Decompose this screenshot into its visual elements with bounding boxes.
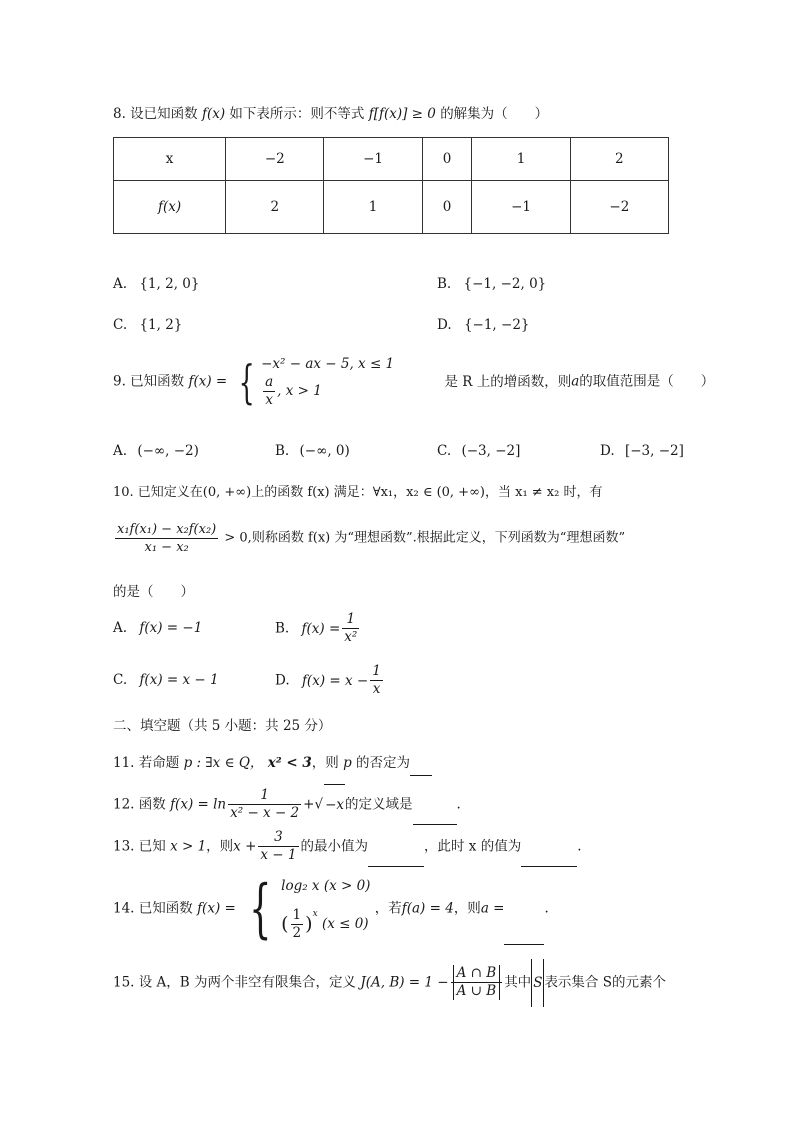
q13-mid2: 的最小值为: [300, 838, 368, 855]
q8-stem: [113, 104, 548, 124]
q9-var: a: [571, 373, 580, 390]
option-label: A.: [113, 620, 128, 636]
option-label: B.: [275, 443, 290, 459]
frac-num: 3: [258, 829, 298, 847]
q15-abs: S: [531, 959, 544, 1007]
q9-case2-cond: , x > 1: [277, 383, 322, 399]
option-label: D.: [600, 443, 615, 459]
q8-option-c[interactable]: [113, 315, 182, 335]
q14-end: .: [544, 900, 549, 917]
q10-option-d[interactable]: [275, 660, 385, 701]
q9-option-b[interactable]: [275, 441, 350, 461]
q9-option-d[interactable]: [600, 441, 684, 461]
q9-case2-num: a: [265, 374, 274, 390]
section-title: 二、填空题（共 5 小题：共 25 分）: [113, 718, 332, 734]
option-text: {1, 2}: [139, 317, 183, 333]
option-text: {1, 2, 0}: [139, 276, 200, 292]
q10-line2-rest: > 0,则称函数 f(x) 为“理想函数”.根据此定义，下列函数为“理想函数”: [224, 530, 626, 546]
q13-expr: x +: [233, 838, 257, 855]
table-cell: 2: [226, 181, 324, 234]
q15-stem: [113, 958, 666, 1007]
q11-prefix: 11. 若命题: [113, 755, 180, 771]
option-text: (−∞, −2): [137, 443, 199, 459]
frac-den: x: [372, 681, 381, 697]
option-text: {−1, −2}: [463, 317, 530, 333]
frac-num: 1: [342, 611, 359, 629]
q8-mid: 如下表所示：则不等式: [229, 106, 365, 122]
option-text: f(x) = x −: [301, 672, 369, 689]
brace-icon: {: [238, 354, 255, 409]
q14-exp: x: [312, 908, 318, 919]
q13-cond: x > 1: [170, 838, 207, 855]
table-cell: 0: [422, 138, 472, 181]
sqrt-icon: √: [314, 796, 324, 813]
q13-end: .: [577, 838, 582, 855]
frac-num: 1: [372, 663, 381, 679]
q9-prefix: 9. 已知函数: [113, 373, 185, 390]
option-text: f(x) = −1: [139, 620, 203, 636]
option-label: B.: [437, 276, 452, 292]
q12-suffix: 的定义域是: [345, 796, 413, 813]
option-text: f(x) = x − 1: [139, 672, 219, 688]
table-cell: x: [114, 138, 226, 181]
option-text: {−1, −2, 0}: [463, 276, 547, 292]
option-label: C.: [113, 317, 128, 333]
frac-den: x²: [344, 629, 358, 645]
q12-plus: +: [303, 796, 315, 813]
q11-suffix: 的否定为: [356, 755, 411, 771]
frac-den: x − 1: [260, 847, 297, 863]
q8-prefix: 8. 设已知函数: [113, 106, 198, 122]
q12-end: .: [456, 796, 461, 813]
frac-den: 2: [292, 924, 302, 941]
q8-option-b[interactable]: [437, 274, 546, 294]
option-label: C.: [113, 672, 128, 688]
q14-prefix: 14. 已知函数: [113, 900, 193, 917]
frac-den: x² − x − 2: [230, 805, 300, 821]
q9-stem: [113, 354, 714, 409]
q10-frac-den: x₁ − x₂: [144, 540, 189, 555]
q9-option-c[interactable]: [437, 441, 520, 461]
paren-left: (: [281, 912, 289, 935]
q15-expr: J(A, B) = 1 −: [360, 974, 449, 991]
option-label: D.: [437, 317, 452, 333]
answer-blank[interactable]: [521, 826, 577, 867]
q10-option-c[interactable]: [113, 670, 219, 690]
q12-sqrt-arg: −x: [324, 784, 345, 825]
q8-option-d[interactable]: [437, 315, 530, 335]
q9-case2-den: x: [265, 392, 273, 408]
q14-cond: f(a) = 4: [401, 900, 454, 917]
q14-fx: f(x) =: [197, 900, 236, 917]
q13-prefix: 13. 已知: [113, 838, 166, 855]
answer-blank[interactable]: [413, 784, 457, 825]
answer-blank[interactable]: [368, 826, 424, 867]
frac-num: A ∩ B: [453, 965, 501, 982]
table-cell: f(x): [114, 181, 226, 234]
answer-blank[interactable]: [410, 755, 432, 776]
function-table: [113, 137, 669, 234]
q14-mid: ，若: [374, 900, 402, 917]
q13-mid3: ，此时 x 的值为: [424, 838, 522, 855]
table-cell: −2: [226, 138, 324, 181]
option-label: C.: [437, 443, 452, 459]
q11-expr2: x² < 3: [267, 755, 312, 771]
q15-mid: 其中: [504, 974, 532, 991]
table-cell: −2: [570, 181, 668, 234]
frac-den: A ∪ B: [453, 983, 501, 1000]
table-cell: 2: [570, 138, 668, 181]
q10-line3: 的是（ ）: [113, 584, 194, 600]
option-label: B.: [275, 620, 290, 637]
q9-fx: f(x) =: [188, 373, 228, 390]
option-text: (−∞, 0): [299, 443, 350, 459]
q9-suffix2: 的取值范围是（ ）: [579, 373, 715, 390]
q14-mid2: ，则: [453, 900, 481, 917]
table-cell: 0: [422, 181, 472, 234]
q15-suffix: 表示集合 S的元素个: [544, 974, 666, 991]
q9-option-a[interactable]: [113, 441, 199, 461]
option-label: A.: [113, 276, 128, 292]
option-text: (−3, −2]: [461, 443, 521, 459]
answer-blank[interactable]: [504, 872, 544, 945]
q15-prefix: 15. 设 A，B 为两个非空有限集合，定义: [113, 974, 357, 991]
q12-expr: f(x) = ln: [170, 796, 227, 813]
q9-suffix: 是 R 上的增函数，则: [444, 373, 572, 390]
table-row-fx: [114, 181, 669, 234]
table-cell: 1: [324, 181, 422, 234]
option-label: D.: [275, 672, 290, 689]
q11-var: p: [343, 755, 352, 771]
q14-stem: [113, 872, 549, 945]
option-text: [−3, −2]: [624, 443, 684, 459]
table-cell: −1: [472, 181, 570, 234]
q14-case2-cond: (x ≤ 0): [321, 915, 369, 932]
paren-right: ): [305, 912, 313, 935]
q12-stem: [113, 784, 461, 825]
frac-num: 1: [292, 906, 302, 923]
table-cell: 1: [472, 138, 570, 181]
q11-expr: p : ∃x ∈ Q，: [183, 755, 264, 771]
q14-ask: a =: [480, 900, 505, 917]
q9-cases: [261, 354, 394, 409]
q13-stem: [113, 826, 582, 867]
q10-frac-num: x₁f(x₁) − x₂f(x₂): [117, 522, 217, 537]
q11-mid: ，则: [311, 755, 339, 771]
frac-num: 1: [228, 787, 301, 805]
q13-mid: ，则: [206, 838, 234, 855]
q8-suffix: 的解集为（ ）: [440, 106, 549, 122]
q14-case1: log₂ x (x > 0): [281, 877, 371, 894]
q10-option-a[interactable]: [113, 618, 202, 638]
q10-line1: 10. 已知定义在(0, +∞)上的函数 f(x) 满足：∀x₁，x₂ ∈ (0, +∞)，当 x₁ ≠ x₂ 时，有: [113, 485, 603, 500]
option-label: A.: [113, 443, 128, 459]
q9-case1: −x² − ax − 5, x ≤ 1: [261, 356, 395, 372]
q11-stem: [113, 753, 432, 776]
q12-prefix: 12. 函数: [113, 796, 166, 813]
option-text: f(x) =: [301, 620, 341, 637]
q8-inequality: f[f(x)] ≥ 0: [368, 106, 436, 122]
table-cell: −1: [324, 138, 422, 181]
q8-fx: f(x): [201, 106, 226, 122]
q10-line2: [113, 521, 625, 556]
q8-option-a[interactable]: [113, 274, 199, 294]
q10-option-b[interactable]: [275, 608, 361, 649]
q14-cases: [281, 876, 370, 942]
brace-icon: {: [249, 871, 272, 946]
table-row-x: [114, 138, 669, 181]
